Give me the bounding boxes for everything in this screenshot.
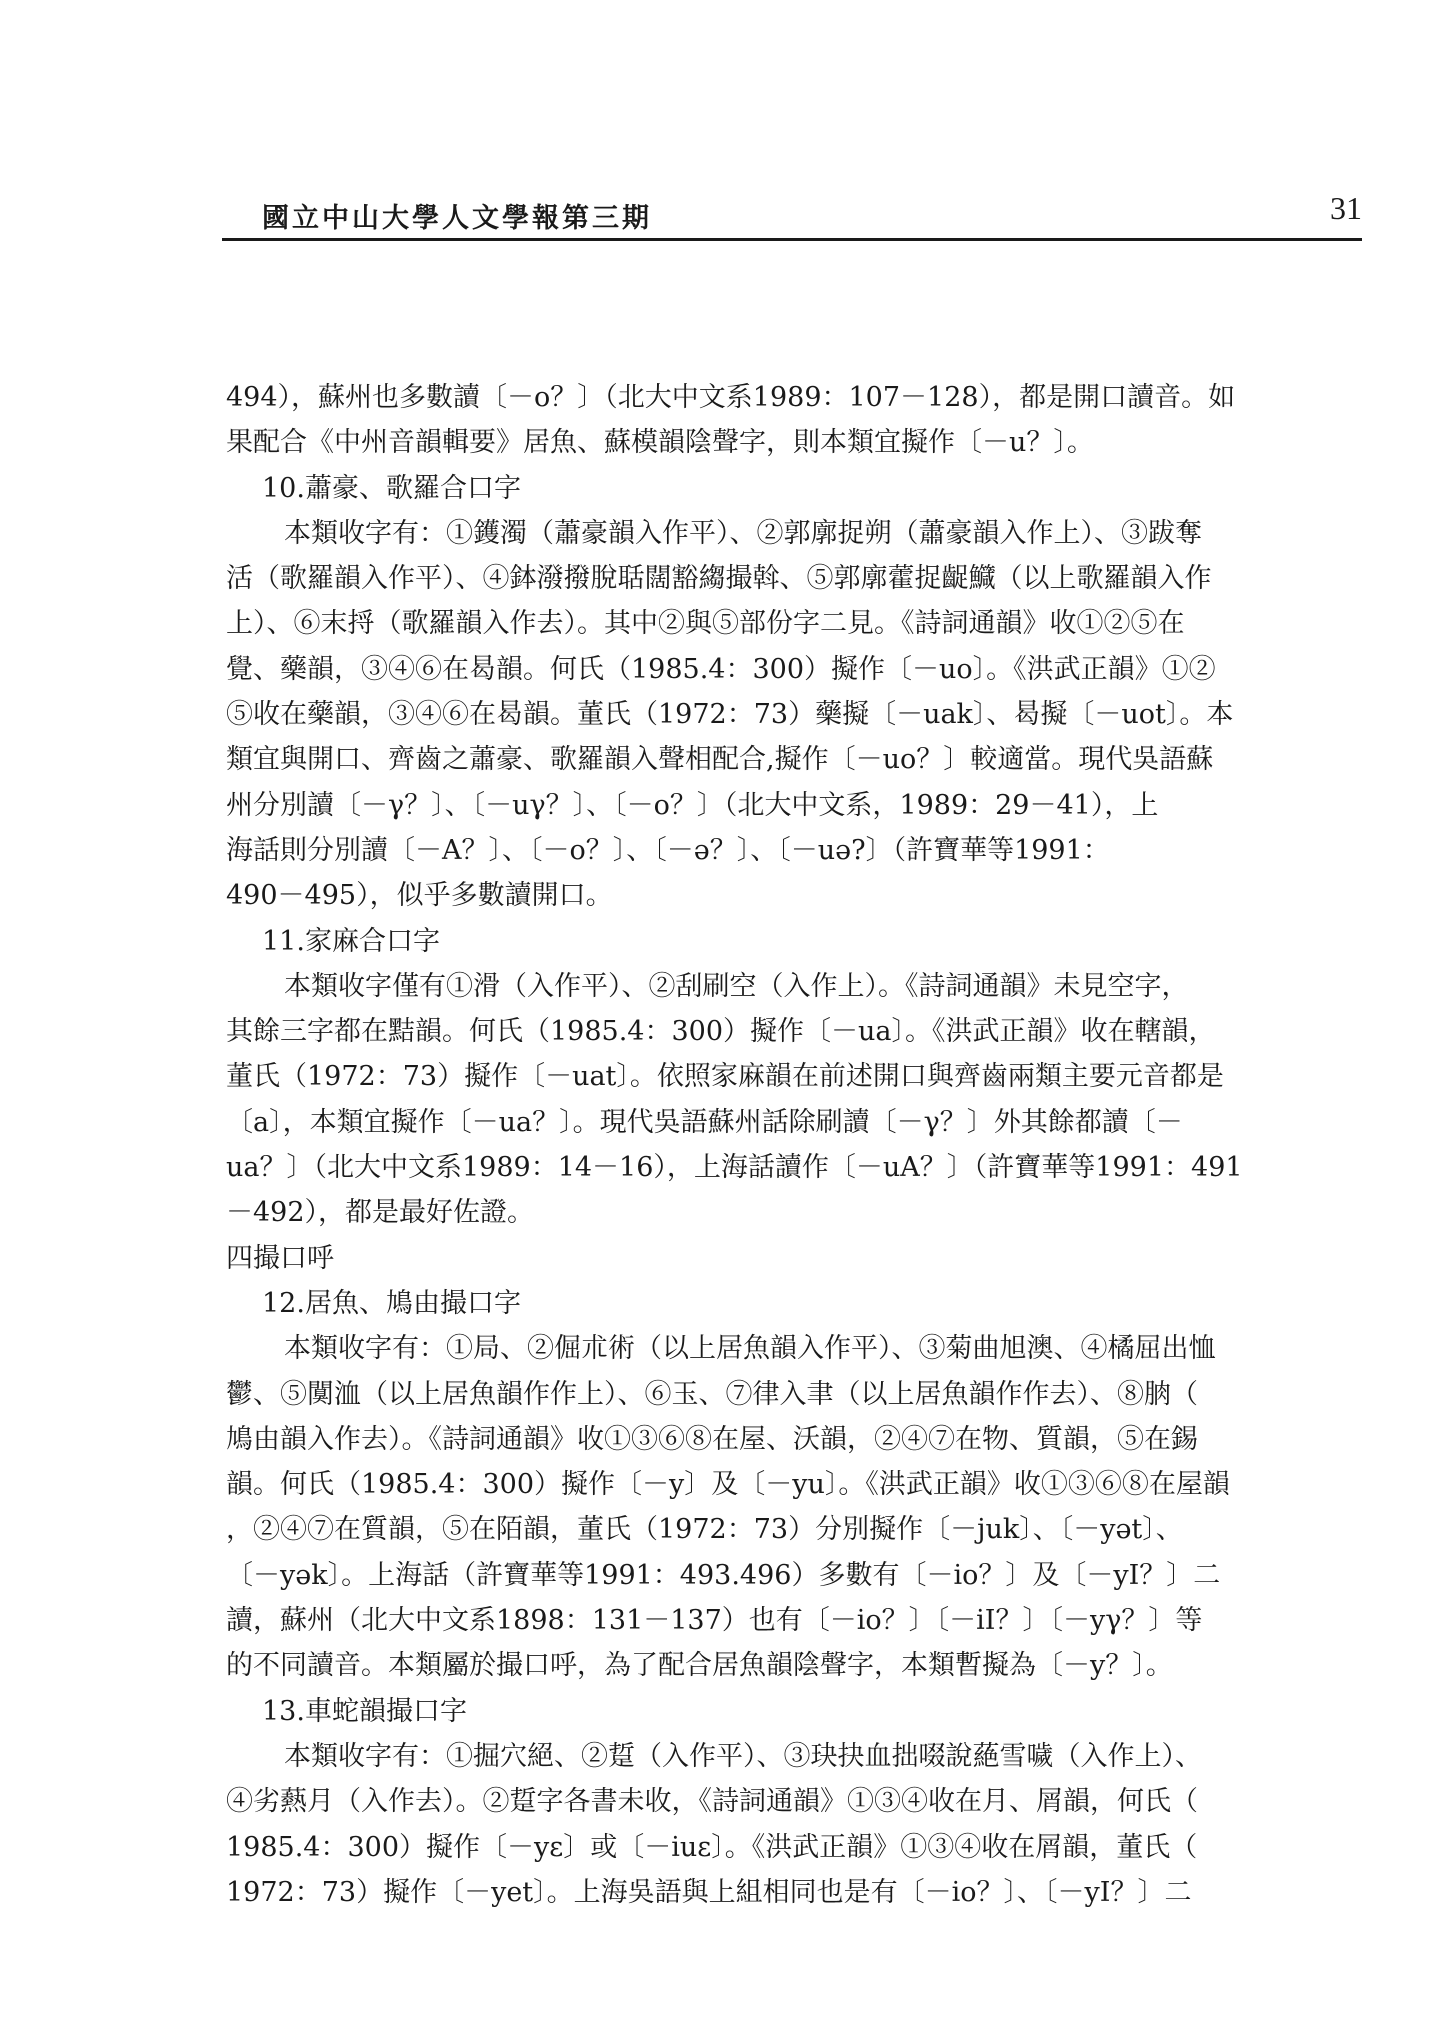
text-line: ⑤收在藥韻，③④⑥在曷韻。董氏（1972：73）藥擬〔－uak〕、曷擬〔－uot〕。本	[226, 699, 1234, 731]
journal-title: 國立中山大學人文學報第三期	[262, 203, 652, 234]
text-line: 鳩由韻入作去）。《詩詞通韻》收①③⑥⑧在屋、沃韻，②④⑦在物、質韻，⑤在錫	[226, 1423, 1198, 1455]
text-line: 其餘三字都在黠韻。何氏（1985.4：300）擬作〔－ua〕。《洪武正韻》收在轄韻，	[226, 1016, 1216, 1048]
text-line: ④劣爇月（入作去）。②踅字各書未收，《詩詞通韻》①③④收在月、屑韻，何氏（	[226, 1786, 1198, 1818]
text-line: 494），蘇州也多數讀〔－o？〕（北大中文系1989：107－128），都是開口讀音。如	[226, 382, 1236, 413]
text-line: 1985.4：300）擬作〔－yε〕或〔－iuε〕。《洪武正韻》①③④收在屑韻，董氏（	[226, 1831, 1198, 1863]
text-line: 〔－yək〕。上海話（許寶華等1991：493.496）多數有〔－io？〕及〔－yI？〕二	[226, 1559, 1221, 1591]
text-line: 董氏（1972：73）擬作〔－uat〕。依照家麻韻在前述開口與齊齒兩類主要元音都是	[226, 1061, 1224, 1093]
section-heading: 13.車蛇韻撮口字	[262, 1695, 467, 1727]
text-line: 本類收字有：①鑊濁（蕭豪韻入作平）、②郭廓捉朔（蕭豪韻入作上）、③跋奪	[284, 517, 1202, 549]
text-line: ua？〕（北大中文系1989：14－16），上海話讀作〔－uA？〕（許寶華等1991：491	[226, 1152, 1243, 1184]
text-line: 類宜與開口、齊齒之蕭豪、歌羅韻入聲相配合,擬作〔－uo？〕較適當。現代吳語蘇	[226, 744, 1214, 776]
text-line: 490－495），似乎多數讀開口。	[226, 880, 613, 912]
text-line: 上）、⑥末捋（歌羅韻入作去）。其中②與⑤部份字二見。《詩詞通韻》收①②⑤在	[226, 608, 1185, 640]
text-line: －492），都是最好佐證。	[226, 1197, 535, 1229]
section-heading: 四撮口呼	[226, 1242, 334, 1274]
text-line: 海話則分別讀〔－A？〕、〔－o？〕、〔－ə？〕、〔－uə?〕（許寶華等1991：	[226, 834, 1110, 866]
text-line: 韻。何氏（1985.4：300）擬作〔－y〕及〔－yu〕。《洪武正韻》收①③⑥⑧在屋韻	[226, 1469, 1230, 1501]
page-number: 31	[1330, 190, 1362, 226]
text-line: 覺、藥韻，③④⑥在曷韻。何氏（1985.4：300）擬作〔－uo〕。《洪武正韻》①②	[226, 653, 1216, 685]
text-line: 本類收字有：①局、②倔朮術（以上居魚韻入作平）、③菊曲旭澳、④橘屈出恤	[284, 1333, 1216, 1365]
text-line: 本類收字僅有①滑（入作平）、②刮刷空（入作上）。《詩詞通韻》未見空字，	[284, 970, 1189, 1002]
text-line: 〔a〕，本類宜擬作〔－ua？〕。現代吳語蘇州話除刷讀〔－γ？〕外其餘都讀〔－	[226, 1106, 1183, 1138]
body-text	[226, 375, 1346, 1915]
text-line: ，②④⑦在質韻，⑤在陌韻，董氏（1972：73）分別擬作〔－juk〕、〔－yət〕、	[226, 1514, 1183, 1546]
text-line: 活（歌羅韻入作平）、④鉢潑撥脫聒闊豁縐撮斡、⑤郭廓藿捉齪鱵（以上歌羅韻入作	[226, 563, 1212, 595]
text-line: 本類收字有：①掘穴絕、②踅（入作平）、③玦抉血拙啜說蕝雪噦（入作上）、	[284, 1740, 1202, 1772]
text-line: 果配合《中州音韻輯要》居魚、蘇模韻陰聲字，則本類宜擬作〔－u？〕。	[226, 427, 1094, 459]
section-heading: 12.居魚、鳩由撮口字	[262, 1287, 521, 1319]
section-heading: 11.家麻合口字	[262, 925, 440, 957]
text-line: 的不同讀音。本類屬於撮口呼，為了配合居魚韻陰聲字，本類暫擬為〔－y？〕。	[226, 1650, 1173, 1682]
text-line: 讀，蘇州（北大中文系1898：131－137）也有〔－io？〕〔－iI？〕〔－yγ？〕等	[226, 1605, 1203, 1637]
text-line: 州分別讀〔－γ？〕、〔－uγ？〕、〔－o？〕（北大中文系，1989：29－41），上	[226, 789, 1159, 821]
text-line: 鬱、⑤闃洫（以上居魚韻作作上）、⑥玉、⑦律入聿（以上居魚韻作作去）、⑧朒（	[226, 1378, 1198, 1410]
section-heading: 10.蕭豪、歌羅合口字	[262, 472, 521, 504]
text-line: 1972：73）擬作〔－yet〕。上海吳語與上組相同也是有〔－io？〕、〔－yI？〕二	[226, 1876, 1192, 1908]
running-header	[222, 190, 1362, 241]
